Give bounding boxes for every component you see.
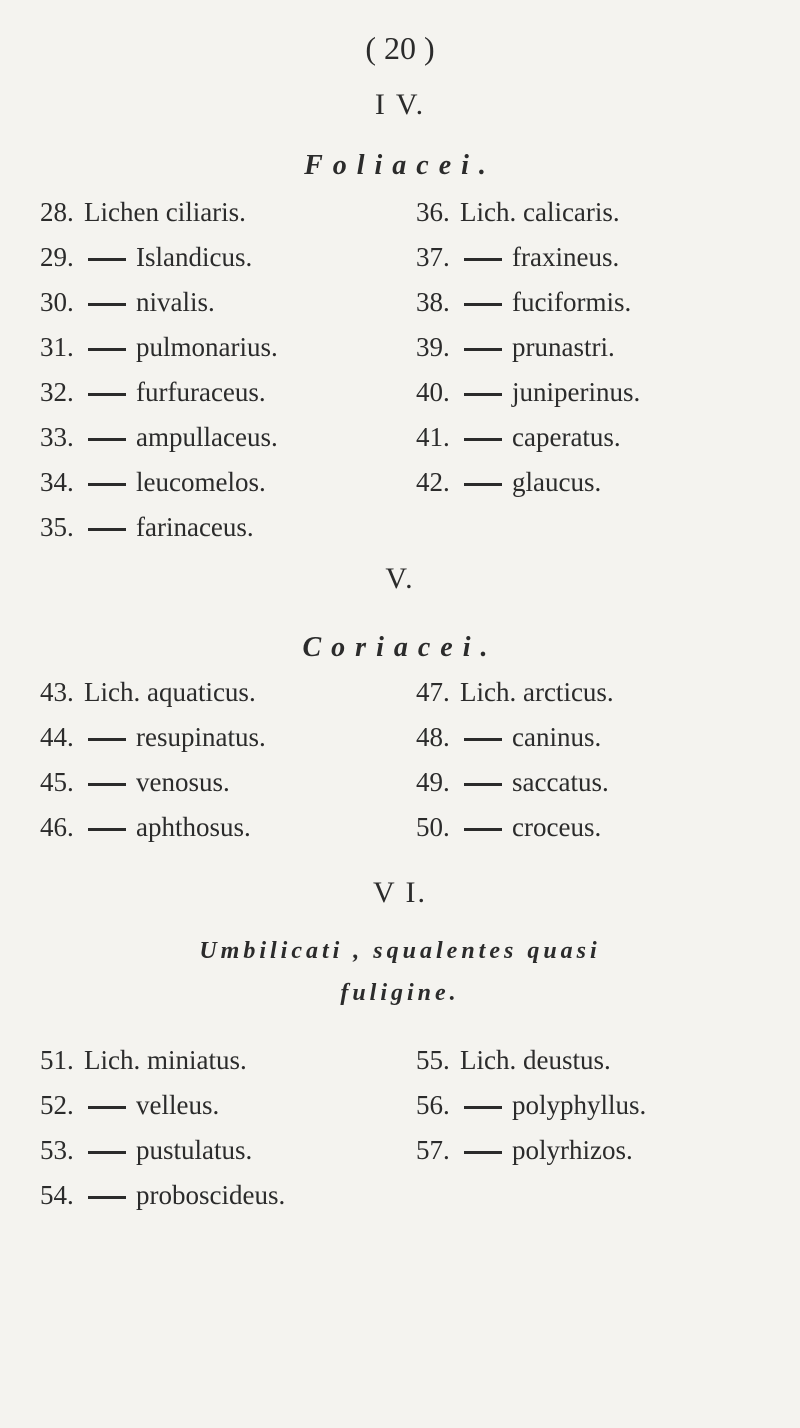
species-name: Lichen ciliaris. [84, 197, 246, 227]
entry-number: 34. [40, 467, 74, 497]
species-entry [416, 280, 640, 325]
species-entry [416, 1083, 646, 1128]
species-name: polyrhizos. [512, 1135, 633, 1165]
species-entry [40, 370, 278, 415]
species-name: caperatus. [512, 422, 621, 452]
species-entry [40, 715, 266, 760]
section-number-v: V. [385, 562, 415, 595]
ditto-dash [464, 783, 502, 786]
species-entry [40, 280, 278, 325]
species-name: ampullaceus. [136, 422, 278, 452]
ditto-dash [88, 393, 126, 396]
entry-number: 50. [416, 812, 450, 842]
species-list-right [416, 670, 614, 850]
species-name: polyphyllus. [512, 1090, 647, 1120]
ditto-dash [464, 258, 502, 261]
species-entry [416, 370, 640, 415]
species-name: velleus. [136, 1090, 220, 1120]
species-name: caninus. [512, 722, 602, 752]
species-name: leucomelos. [136, 467, 266, 497]
species-entry [416, 670, 614, 715]
section-title-umbilicati-line2: fuligine. [340, 980, 460, 1006]
ditto-dash [464, 483, 502, 486]
entry-number: 37. [416, 242, 450, 272]
species-entry [416, 325, 640, 370]
entry-number: 30. [40, 287, 74, 317]
species-name: Lich. deustus. [460, 1045, 611, 1075]
species-entry [40, 1128, 285, 1173]
ditto-dash [464, 1106, 502, 1109]
entry-number: 38. [416, 287, 450, 317]
species-name: Lich. arcticus. [460, 677, 614, 707]
ditto-dash [88, 828, 126, 831]
species-entry [416, 1038, 646, 1083]
entry-number: 28. [40, 197, 74, 227]
section-number-vi: V I. [372, 876, 428, 909]
species-entry [40, 1083, 285, 1128]
entry-number: 44. [40, 722, 74, 752]
ditto-dash [88, 258, 126, 261]
species-entry [416, 190, 640, 235]
entry-number: 53. [40, 1135, 74, 1165]
species-name: farinaceus. [136, 512, 254, 542]
species-name: prunastri. [512, 332, 615, 362]
species-entry [40, 460, 278, 505]
species-name: fraxineus. [512, 242, 620, 272]
entry-number: 46. [40, 812, 74, 842]
species-name: glaucus. [512, 467, 602, 497]
species-entry [416, 715, 614, 760]
species-entry [416, 805, 614, 850]
species-name: fuciformis. [512, 287, 632, 317]
ditto-dash [464, 1151, 502, 1154]
species-list-left [40, 670, 266, 850]
entry-number: 36. [416, 197, 450, 227]
entry-number: 42. [416, 467, 450, 497]
species-name: pulmonarius. [136, 332, 278, 362]
entry-number: 32. [40, 377, 74, 407]
species-entry [40, 235, 278, 280]
ditto-dash [88, 303, 126, 306]
species-list-right [416, 1038, 646, 1173]
species-entry [40, 670, 266, 715]
species-entry [416, 415, 640, 460]
species-name: proboscideus. [136, 1180, 286, 1210]
species-name: juniperinus. [512, 377, 641, 407]
entry-number: 43. [40, 677, 74, 707]
species-name: pustulatus. [136, 1135, 253, 1165]
section-number-iv: I V. [374, 88, 426, 121]
ditto-dash [88, 438, 126, 441]
section-title-foliacei: Foliacei. [304, 150, 496, 181]
entry-number: 51. [40, 1045, 74, 1075]
ditto-dash [464, 828, 502, 831]
ditto-dash [88, 1106, 126, 1109]
section-title-umbilicati-line1: Umbilicati , squalentes quasi [199, 938, 601, 964]
entry-number: 33. [40, 422, 74, 452]
species-name: nivalis. [136, 287, 215, 317]
entry-number: 41. [416, 422, 450, 452]
species-entry [416, 1128, 646, 1173]
entry-number: 57. [416, 1135, 450, 1165]
entry-number: 35. [40, 512, 74, 542]
species-entry [40, 190, 278, 235]
entry-number: 56. [416, 1090, 450, 1120]
species-list-right [416, 190, 640, 505]
ditto-dash [464, 738, 502, 741]
ditto-dash [464, 348, 502, 351]
ditto-dash [88, 528, 126, 531]
species-name: Lich. miniatus. [84, 1045, 247, 1075]
entry-number: 29. [40, 242, 74, 272]
species-list-left [40, 190, 278, 550]
ditto-dash [464, 303, 502, 306]
ditto-dash [464, 438, 502, 441]
entry-number: 52. [40, 1090, 74, 1120]
species-name: resupinatus. [136, 722, 266, 752]
species-name: venosus. [136, 767, 230, 797]
species-entry [416, 760, 614, 805]
ditto-dash [88, 1151, 126, 1154]
entry-number: 54. [40, 1180, 74, 1210]
entry-number: 40. [416, 377, 450, 407]
species-name: furfuraceus. [136, 377, 266, 407]
entry-number: 55. [416, 1045, 450, 1075]
species-list-left [40, 1038, 285, 1218]
species-entry [416, 460, 640, 505]
ditto-dash [88, 738, 126, 741]
species-name: Lich. aquaticus. [84, 677, 256, 707]
species-name: saccatus. [512, 767, 609, 797]
species-entry [40, 805, 266, 850]
entry-number: 47. [416, 677, 450, 707]
ditto-dash [88, 348, 126, 351]
entry-number: 39. [416, 332, 450, 362]
species-entry [40, 1038, 285, 1083]
species-entry [40, 505, 278, 550]
entry-number: 45. [40, 767, 74, 797]
ditto-dash [88, 1196, 126, 1199]
species-name: Islandicus. [136, 242, 253, 272]
species-entry [40, 415, 278, 460]
species-entry [40, 1173, 285, 1218]
ditto-dash [88, 783, 126, 786]
entry-number: 48. [416, 722, 450, 752]
ditto-dash [464, 393, 502, 396]
entry-number: 49. [416, 767, 450, 797]
species-entry [40, 760, 266, 805]
species-name: Lich. calicaris. [460, 197, 620, 227]
species-entry [416, 235, 640, 280]
species-name: croceus. [512, 812, 602, 842]
species-name: aphthosus. [136, 812, 251, 842]
ditto-dash [88, 483, 126, 486]
page-number: ( 20 ) [365, 30, 435, 66]
species-entry [40, 325, 278, 370]
section-title-coriacei: Coriacei. [302, 632, 498, 663]
entry-number: 31. [40, 332, 74, 362]
